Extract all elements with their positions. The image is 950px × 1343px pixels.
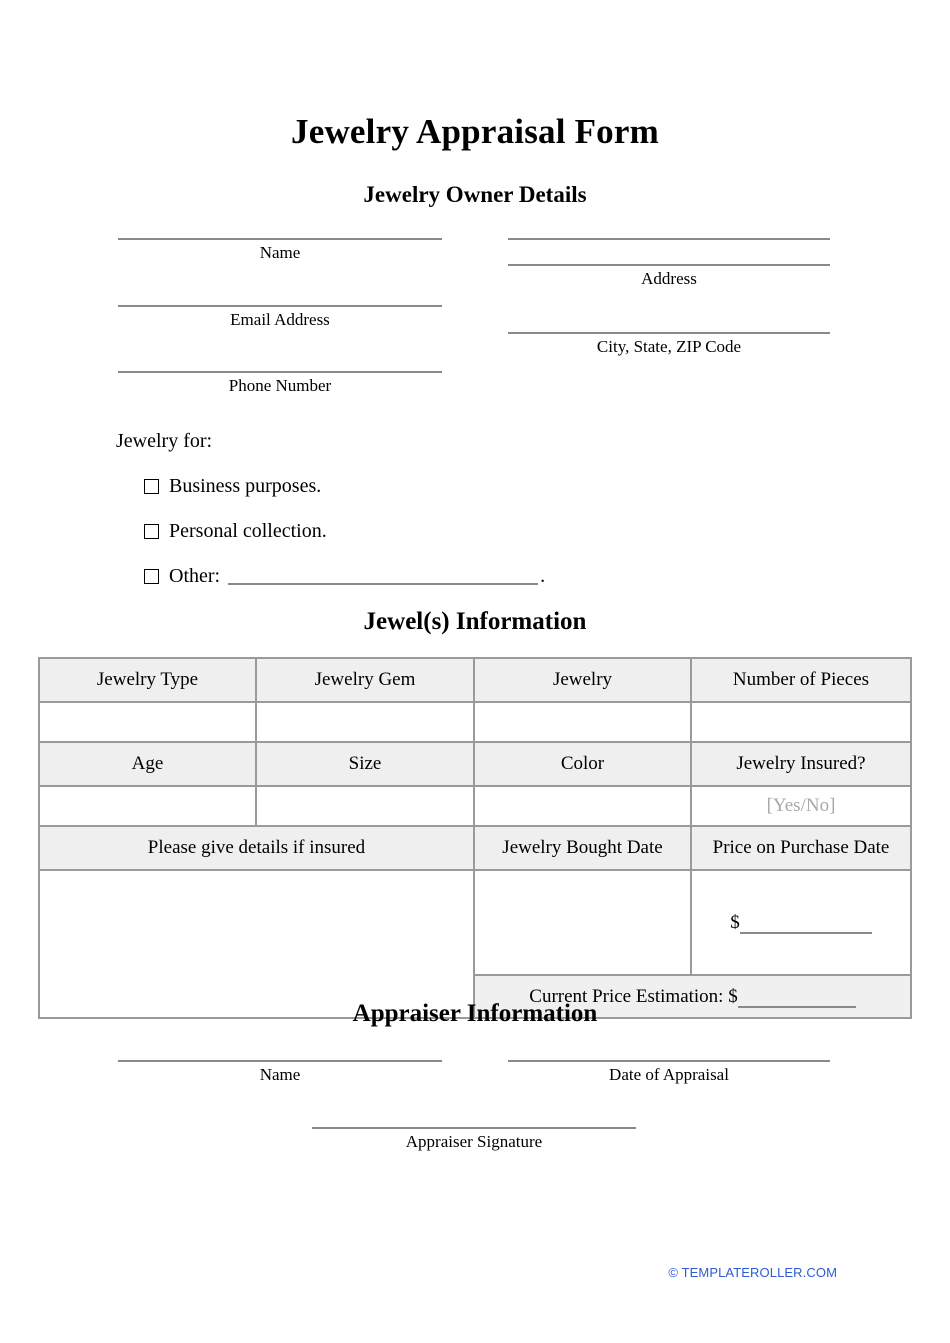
table-cell-jewelry-insured-value[interactable]: [Yes/No] [691, 786, 911, 826]
table-cell-jewelry-bought-date-value[interactable] [474, 870, 691, 975]
checkbox-icon-other[interactable] [144, 569, 159, 584]
table-cell-size-value[interactable] [256, 786, 474, 826]
jewel-information-table [38, 657, 912, 1019]
table-row-values-1 [39, 702, 911, 742]
table-cell-insured-details-value[interactable] [39, 870, 474, 1018]
section-heading-appraiser-information: Appraiser Information [352, 1000, 598, 1027]
section-heading-jewel-information: Jewel(s) Information [363, 608, 587, 635]
price-input-rule[interactable] [740, 921, 872, 934]
field-owner-name[interactable] [118, 238, 442, 265]
table-row-values-3 [39, 870, 911, 975]
table-header-jewelry-gem: Jewelry Gem [256, 658, 474, 702]
field-appraiser-name[interactable] [118, 1060, 442, 1087]
table-row-header-2 [39, 742, 911, 786]
table-cell-number-of-pieces-value[interactable] [691, 702, 911, 742]
table-header-jewelry-bought-date: Jewelry Bought Date [474, 826, 691, 870]
field-owner-address[interactable] [508, 238, 830, 291]
table-header-jewelry-insured: Jewelry Insured? [691, 742, 911, 786]
current-price-estimation-label: Current Price Estimation: [529, 985, 724, 1007]
table-cell-jewelry-type-value[interactable] [39, 702, 256, 742]
checkbox-icon-personal-collection[interactable] [144, 524, 159, 539]
owner-city-state-zip-label: City, State, ZIP Code [596, 337, 742, 356]
page-title: Jewelry Appraisal Form [291, 112, 659, 151]
section-heading-owner: Jewelry Owner Details [363, 182, 587, 207]
table-header-insured-details: Please give details if insured [39, 826, 474, 870]
table-header-size: Size [256, 742, 474, 786]
owner-address-label: Address [641, 269, 697, 288]
table-header-age: Age [39, 742, 256, 786]
other-trailing-period: . [540, 565, 546, 587]
table-header-color: Color [474, 742, 691, 786]
table-row-header-3 [39, 826, 911, 870]
date-of-appraisal-label: Date of Appraisal [609, 1065, 729, 1084]
table-cell-price-on-purchase-date-value[interactable] [691, 870, 911, 975]
owner-phone-label: Phone Number [228, 376, 332, 395]
owner-email-label: Email Address [230, 310, 330, 329]
field-owner-city-state-zip[interactable] [508, 332, 830, 359]
field-appraiser-signature[interactable] [312, 1127, 636, 1154]
price-on-purchase-money-field[interactable] [730, 912, 872, 934]
appraiser-name-label: Name [259, 1065, 301, 1084]
table-header-number-of-pieces: Number of Pieces [691, 658, 911, 702]
table-header-jewelry-type: Jewelry Type [39, 658, 256, 702]
jewelry-for-prompt: Jewelry for: [116, 430, 213, 452]
checkbox-label-other: Other: [169, 565, 221, 587]
table-header-jewelry: Jewelry [474, 658, 691, 702]
current-price-dollar-sign: $ [728, 985, 738, 1007]
other-input-rule[interactable] [228, 569, 538, 585]
table-row-values-2 [39, 786, 911, 826]
table-cell-age-value[interactable] [39, 786, 256, 826]
checkbox-row-personal-collection[interactable] [144, 520, 327, 543]
field-date-of-appraisal[interactable] [508, 1060, 830, 1087]
field-owner-email[interactable] [118, 305, 442, 332]
checkbox-label-personal-collection: Personal collection. [169, 520, 327, 542]
checkbox-row-other[interactable] [144, 565, 545, 588]
table-cell-jewelry-value[interactable] [474, 702, 691, 742]
checkbox-row-business-purposes[interactable] [144, 475, 321, 498]
table-cell-jewelry-gem-value[interactable] [256, 702, 474, 742]
price-dollar-sign: $ [730, 911, 740, 933]
owner-name-label: Name [259, 243, 301, 262]
owner-address-rule-1[interactable] [508, 238, 830, 240]
checkbox-label-business-purposes: Business purposes. [169, 475, 322, 497]
field-owner-phone[interactable] [118, 371, 442, 398]
table-cell-color-value[interactable] [474, 786, 691, 826]
checkbox-icon-business-purposes[interactable] [144, 479, 159, 494]
table-header-price-on-purchase-date: Price on Purchase Date [691, 826, 911, 870]
table-row-header-1 [39, 658, 911, 702]
footer-copyright[interactable]: © TEMPLATEROLLER.COM [668, 1265, 837, 1280]
appraiser-signature-label: Appraiser Signature [405, 1132, 543, 1151]
